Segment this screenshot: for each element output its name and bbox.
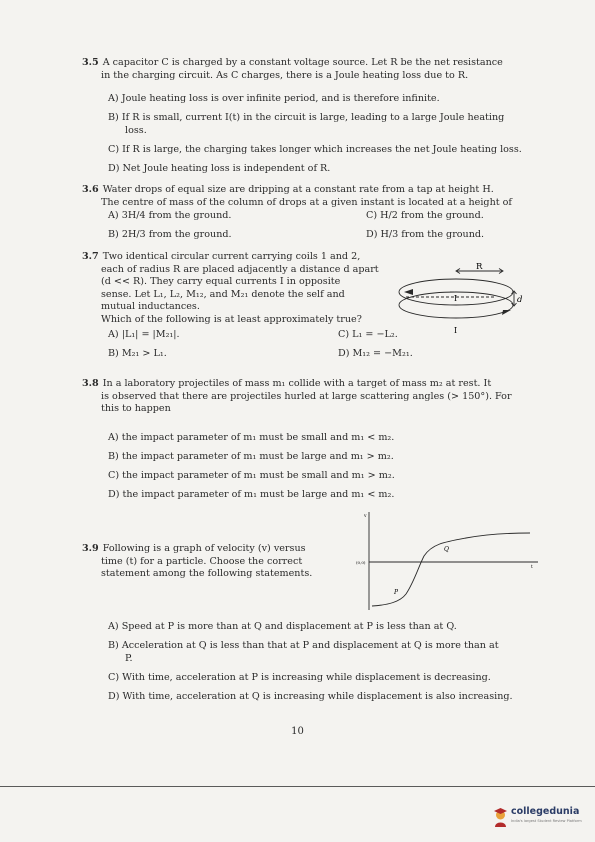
option-b: B) M₂₁ > L₁. <box>108 348 167 359</box>
coils-figure <box>390 258 530 338</box>
question-number: 3.9 <box>82 543 99 554</box>
question-text-line: is observed that there are projectiles hurled at large scattering angles (> 150°). For <box>101 390 512 402</box>
option-b: B) the impact parameter of m₁ must be large and m₁ > m₂. <box>108 451 394 462</box>
point-p-label: P <box>394 589 399 596</box>
question-text-line: Two identical circular current carrying coils 1 and 2, <box>102 251 361 262</box>
option-d: D) H/3 from the ground. <box>366 229 485 240</box>
current-label: I <box>454 326 458 335</box>
question-text-line: time (t) for a particle. Choose the correct <box>101 555 303 567</box>
option-b: B) Acceleration at Q is less than that at P and displacement at Q is more than at P. <box>108 640 499 664</box>
question-text-line: mutual inductances. <box>101 301 200 313</box>
x-axis-label: t <box>531 565 533 570</box>
question-text-line: in the charging circuit. As C charges, there is a Joule heating loss due to R. <box>101 69 469 81</box>
brand-logo <box>492 804 595 838</box>
question-number: 3.8 <box>82 378 99 389</box>
brand-name: collegedunia <box>511 806 580 817</box>
y-axis-label: v <box>364 514 367 519</box>
question-text-line: each of radius R are placed adjacently a distance d apart <box>101 263 379 275</box>
radius-label: R <box>476 262 483 272</box>
option-d: D) M₁₂ = −M₂₁. <box>338 348 413 359</box>
question-3-7 <box>82 251 392 327</box>
question-number: 3.7 <box>82 251 99 262</box>
question-text-line: sense. Let L₁, L₂, M₁₂, and M₂₁ denote the self and <box>101 288 345 300</box>
option-c: C) L₁ = −L₂. <box>338 329 398 340</box>
point-q-label: Q <box>444 546 449 553</box>
question-text-line: Water drops of equal size are dripping at a constant rate from a tap at height H. <box>102 184 494 195</box>
option-c: C) H/2 from the ground. <box>366 210 484 221</box>
question-3-6 <box>82 184 542 209</box>
option-d: D) the impact parameter of m₁ must be large and m₁ < m₂. <box>108 489 395 500</box>
option-a: A) Speed at P is more than at Q and displacement at P is less than at Q. <box>108 621 457 632</box>
option-b: B) If R is small, current I(t) in the circuit is large, leading to a large Joule heating loss. <box>108 112 505 136</box>
option-c: C) If R is large, the charging takes longer which increases the net Joule heating loss. <box>108 144 522 155</box>
question-text-line: Following is a graph of velocity (v) versus <box>102 543 306 554</box>
page-number: 10 <box>291 726 304 737</box>
option-b: B) 2H/3 from the ground. <box>108 229 232 240</box>
option-d: D) Net Joule heating loss is independent of R. <box>108 163 331 174</box>
question-text-line: this to happen <box>101 403 171 415</box>
question-text-line: Which of the following is at least approximately true? <box>101 313 362 325</box>
question-text-line: statement among the following statements. <box>101 568 313 580</box>
question-text-line: In a laboratory projectiles of mass m₁ collide with a target of mass m₂ at rest. It <box>102 378 492 389</box>
question-3-9 <box>82 543 352 581</box>
option-c: C) With time, acceleration at P is increasing while displacement is decreasing. <box>108 672 491 683</box>
graduate-icon <box>494 807 507 827</box>
question-3-5 <box>82 57 542 82</box>
velocity-time-graph <box>348 506 548 616</box>
option-a: A) 3H/4 from the ground. <box>108 210 232 221</box>
brand-tagline: India's largest Student Review Platform <box>511 819 582 823</box>
footer-divider <box>0 786 595 787</box>
origin-label: (0,0) <box>356 560 366 565</box>
question-text-line: (d << R). They carry equal currents I in opposite <box>101 276 341 288</box>
question-number: 3.6 <box>82 184 99 195</box>
current-label: I <box>454 294 458 303</box>
distance-label: d <box>517 295 523 305</box>
option-c: C) the impact parameter of m₁ must be small and m₁ > m₂. <box>108 470 395 481</box>
question-3-8 <box>82 378 542 416</box>
option-d: D) With time, acceleration at Q is increasing while displacement is also increasing. <box>108 691 513 702</box>
option-a: A) Joule heating loss is over infinite period, and is therefore infinite. <box>108 93 440 104</box>
question-number: 3.5 <box>82 57 99 68</box>
option-a: A) the impact parameter of m₁ must be small and m₁ < m₂. <box>108 432 395 443</box>
question-text-line: The centre of mass of the column of drops at a given instant is located at a height of <box>101 196 512 208</box>
option-a: A) |L₁| = |M₂₁|. <box>108 329 180 340</box>
question-text-line: A capacitor C is charged by a constant voltage source. Let R be the net resistance <box>102 57 503 68</box>
